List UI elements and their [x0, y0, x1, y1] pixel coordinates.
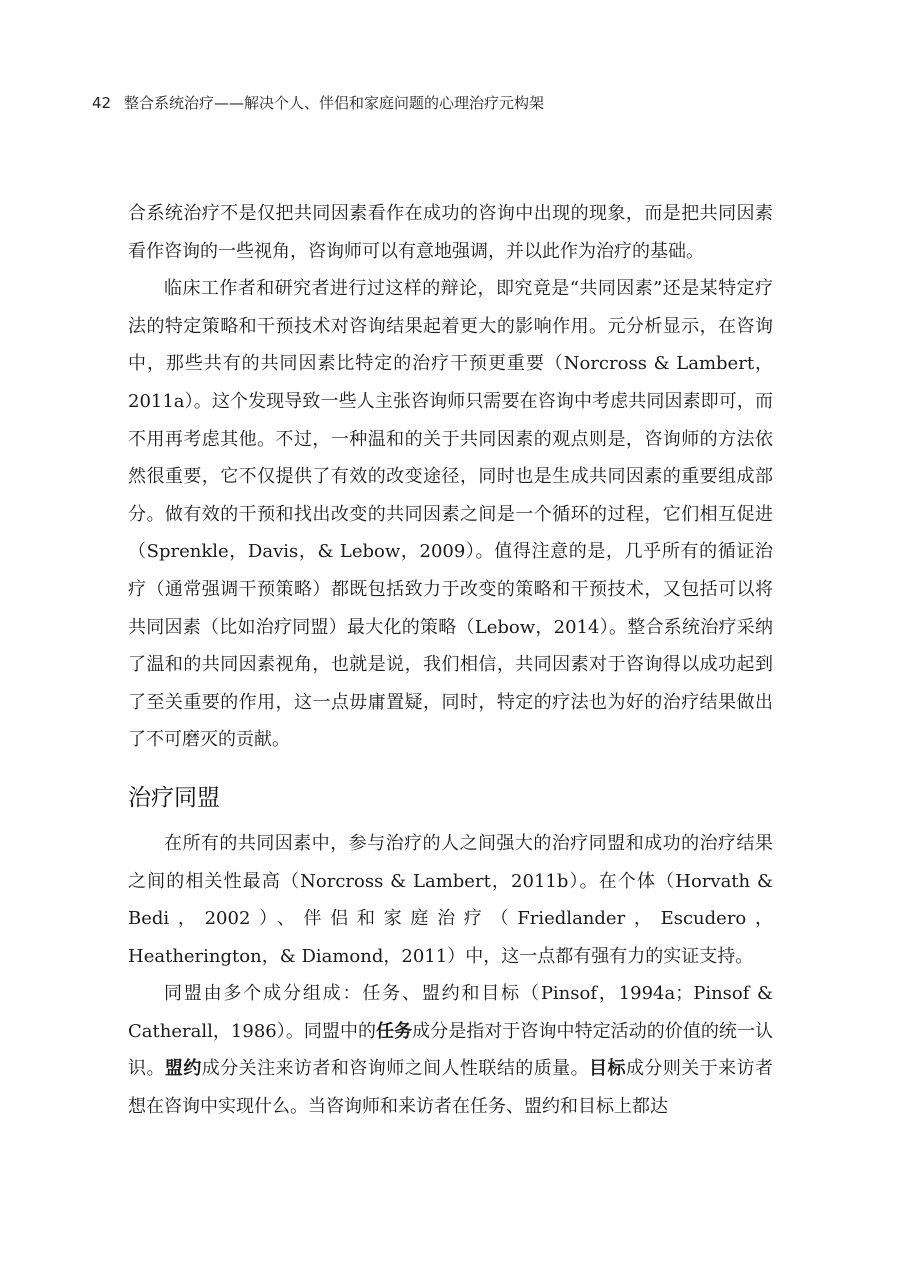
running-header: [92, 92, 792, 113]
text-run: 在所有的共同因素中，参与治疗的人之间强大的治疗同盟和成功的治疗结果之间的相关性最高（Norcross & Lambert，2011b）。在个体（Horvath & Bedi，2002）、伴侣和家庭治疗（Friedlander，Escudero，Heatherington，& Diamond，2011）中，这一点都有强有力的实证支持。: [128, 832, 773, 967]
paragraph-alliance-components: [128, 975, 773, 1125]
paragraph-alliance-correlation: [128, 825, 773, 975]
page-number: 42: [92, 94, 112, 112]
term-task: 任务: [376, 1020, 413, 1042]
term-goal: 目标: [589, 1058, 626, 1080]
text-run: 成分是指对于咨询中特定活动的价值的统一认识。: [128, 1020, 774, 1080]
text-run: 同盟由多个成分组成：任务、盟约和目标（Pinsof，1994a；Pinsof & Catherall，1986）。同盟中的: [128, 983, 773, 1042]
paragraph-continuation: [128, 195, 773, 270]
text-run: 临床工作者和研究者进行过这样的辩论，即究竟是“共同因素”还是某特定疗法的特定策略和干预技术对咨询结果起着更大的影响作用。元分析显示，在咨询中，那些共有的共同因素比特定的治疗干预更重要（Norcross & Lambert，2011a）。这个发现导致一些人主张咨询师只需要在咨询中考虑共同因素即可，而不用再考虑其他。不过，一种温和的关于共同因素的观点则是，咨询师的方法依然很重要，它不仅提供了有效的改变途径，同时也是生成共同因素的重要组成部分。做有效的干预和找出改变的共同因素之间是一个循环的过程，它们相互促进（Sprenkle，Davis，& Lebow，2009）。值得注意的是，几乎所有的循证治疗（通常强调干预策略）都既包括致力于改变的策略和干预技术，又包括可以将共同因素（比如治疗同盟）最大化的策略（Lebow，2014）。整合系统治疗采纳了温和的共同因素视角，也就是说，我们相信，共同因素对于咨询得以成功起到了至关重要的作用，这一点毋庸置疑，同时，特定的疗法也为好的治疗结果做出了不可磨灭的贡献。: [128, 278, 773, 751]
text-run: 成分关注来访者和咨询师之间人性联结的质量。: [201, 1058, 590, 1080]
book-title: 整合系统治疗——解决个人、伴侣和家庭问题的心理治疗元构架: [124, 94, 545, 112]
text-run: 合系统治疗不是仅把共同因素看作在成功的咨询中出现的现象，而是把共同因素看作咨询的一些视角，咨询师可以有意地强调，并以此作为治疗的基础。: [128, 203, 773, 262]
text-run: 成分则关于来访者想在咨询中实现什么。当咨询师和来访者在任务、盟约和目标上都达: [128, 1058, 774, 1118]
paragraph-common-factors-debate: [128, 270, 773, 759]
term-bond: 盟约: [164, 1058, 202, 1080]
body-text: [128, 195, 773, 1126]
section-heading: 治疗同盟: [128, 784, 220, 811]
